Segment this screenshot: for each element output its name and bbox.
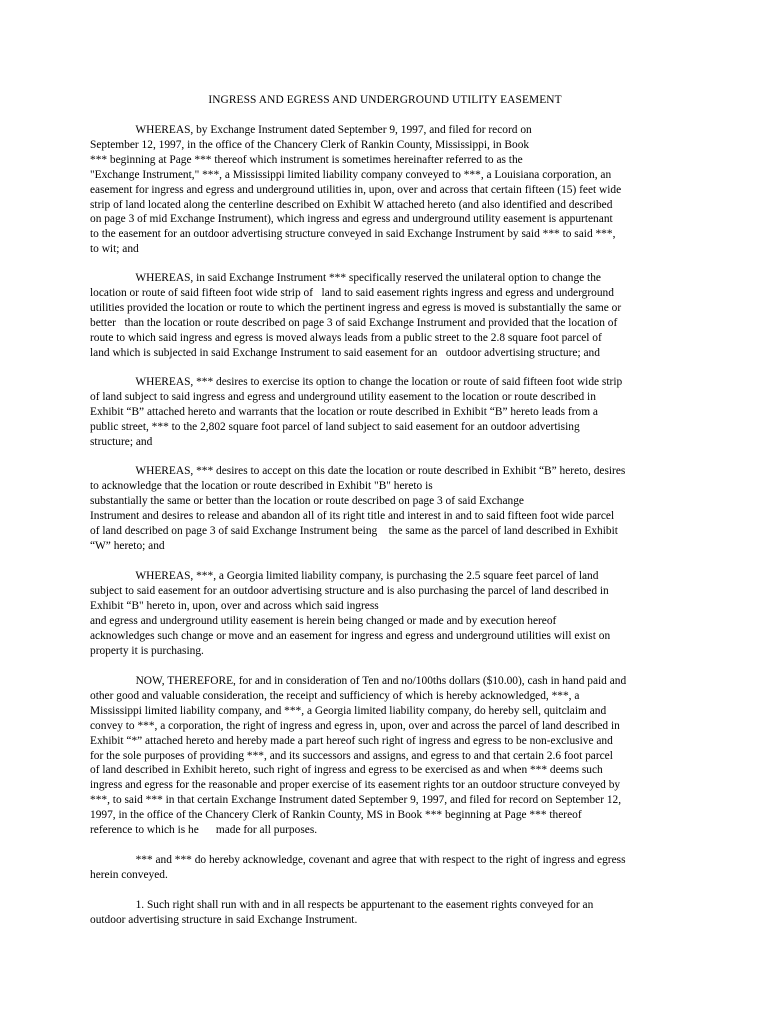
- text-line: property it is purchasing.: [90, 644, 204, 657]
- paragraph-acknowledge-covenant: [90, 853, 690, 883]
- text-line: convey to ***, a corporation, the right of ingress and egress in, upon, over and across the parcel of land described in: [90, 719, 620, 732]
- text-line: WHEREAS, *** desires to exercise its option to change the location or route of said fifteen foot wide strip: [90, 376, 623, 388]
- text-line: subject to said easement for an outdoor advertising structure and is also purchasing the parcel of land described in: [90, 584, 609, 597]
- text-line: to wit; and: [90, 243, 139, 256]
- text-line: reference to which is he made for all purposes.: [90, 824, 318, 837]
- text-line: WHEREAS, by Exchange Instrument dated September 9, 1997, and filed for record on: [90, 124, 532, 136]
- text-line: to acknowledge that the location or route described in Exhibit "B" hereto is: [90, 479, 433, 492]
- text-line: acknowledges such change or move and an easement for ingress and egress and underground utilities will exist on: [90, 629, 611, 642]
- text-line: 1. Such right shall run with and in all respects be appurtenant to the easement rights conveyed for an: [90, 899, 594, 911]
- text-line: WHEREAS, in said Exchange Instrument *** specifically reserved the unilateral option to change the: [90, 272, 601, 284]
- text-line: ***, to said *** in that certain Exchange Instrument dated September 9, 1997, and filed for record on September 12,: [90, 794, 622, 807]
- paragraph-whereas-georgia-purchase: [90, 569, 690, 658]
- paragraph-whereas-accept-location: [90, 464, 690, 553]
- text-line: *** beginning at Page *** thereof which instrument is sometimes hereinafter referred to as the: [90, 153, 523, 166]
- paragraph-now-therefore: [90, 674, 690, 838]
- text-line: of land described on page 3 of said Exchange Instrument being the same as the parcel of land described in Exhibit: [90, 524, 618, 537]
- text-line: Exhibit “*” attached hereto and hereby made a part hereof such right of ingress and egress to be non-exclusive and: [90, 734, 613, 747]
- text-line: land which is subjected in said Exchange Instrument to said easement for an outdoor advertising structure; and: [90, 346, 600, 359]
- text-line: September 12, 1997, in the office of the Chancery Clerk of Rankin County, Mississippi, in Book: [90, 138, 530, 151]
- text-line: *** and *** do hereby acknowledge, covenant and agree that with respect to the right of ingress and egress: [90, 854, 626, 866]
- text-line: Instrument and desires to release and abandon all of its right title and interest in and to said fifteen foot wide parcel: [90, 509, 615, 522]
- text-line: NOW, THEREFORE, for and in consideration of Ten and no/100ths dollars ($10.00), cash in hand paid and: [90, 675, 627, 687]
- text-line: for the sole purposes of providing ***, and its successors and assigns, and egress to and that certain 2.6 foot parcel: [90, 749, 613, 762]
- text-line: Exhibit “B" hereto in, upon, over and across which said ingress: [90, 599, 379, 612]
- text-line: strip of land located along the centerline described on Exhibit W attached hereto (and also identified and described: [90, 198, 613, 211]
- document-title: INGRESS AND EGRESS AND UNDERGROUND UTILITY EASEMENT: [208, 94, 562, 106]
- text-line: of land described in Exhibit hereto, such right of ingress and egress to be exercised as and when *** deems such: [90, 764, 603, 777]
- text-line: structure; and: [90, 435, 153, 448]
- text-line: WHEREAS, *** desires to accept on this date the location or route described in Exhibit “B” hereto, desires: [90, 465, 626, 477]
- text-line: utilities provided the location or route to which the pertinent ingress and egress is moved is substantially the same or: [90, 301, 622, 314]
- text-line: route to which said ingress and egress is moved always leads from a public street to the 2.8 square foot parcel of: [90, 331, 602, 344]
- text-line: better than the location or route described on page 3 of said Exchange Instrument and provided that the location of: [90, 316, 618, 329]
- text-line: Exhibit “B” attached hereto and warrants that the location or route described in Exhibit “B” hereto leads from a: [90, 405, 598, 418]
- text-line: "Exchange Instrument," ***, a Mississippi limited liability company conveyed to ***, a Louisiana corporation, an: [90, 168, 612, 181]
- text-line: location or route of said fifteen foot wide strip of land to said easement rights ingress and egress and underground: [90, 286, 614, 299]
- paragraph-numbered-item-1: [90, 898, 690, 928]
- text-line: other good and valuable consideration, the receipt and sufficiency of which is hereby acknowledged, ***, a: [90, 689, 580, 702]
- text-line: easement for ingress and egress and underground utilities in, upon, over and across that certain fifteen (15) feet wide: [90, 183, 622, 196]
- text-line: to the easement for an outdoor advertising structure conveyed in said Exchange Instrument by said *** to said ***,: [90, 228, 616, 241]
- text-line: on page 3 of mid Exchange Instrument), which ingress and egress and underground utility easement is appurtenant: [90, 213, 613, 226]
- text-line: Mississippi limited liability company, and ***, a Georgia limited liability company, do hereby sell, quitclaim and: [90, 704, 607, 717]
- paragraph-whereas-reserved-option: [90, 271, 690, 360]
- text-line: “W” hereto; and: [90, 539, 165, 552]
- text-line: of land subject to said ingress and egress and underground utility easement to the location or route described in: [90, 390, 596, 403]
- text-line: 1997, in the office of the Chancery Clerk of Rankin County, MS in Book *** beginning at Page *** thereof: [90, 809, 582, 822]
- text-line: and egress and underground utility easement is herein being changed or made and by execution hereof: [90, 614, 557, 627]
- text-line: herein conveyed.: [90, 868, 168, 881]
- text-line: outdoor advertising structure in said Exchange Instrument.: [90, 913, 358, 926]
- text-line: WHEREAS, ***, a Georgia limited liability company, is purchasing the 2.5 square feet parcel of land: [90, 570, 599, 582]
- paragraph-whereas-exercise-option: [90, 375, 690, 450]
- paragraph-whereas-exchange-instrument: [90, 123, 690, 257]
- text-line: ingress and egress for the reasonable and proper exercise of its easement rights tor an outdoor structure conveyed by: [90, 779, 621, 792]
- text-line: public street, *** to the 2,802 square foot parcel of land subject to said easement for an outdoor advertising: [90, 420, 580, 433]
- text-line: substantially the same or better than the location or route described on page 3 of said Exchange: [90, 494, 524, 507]
